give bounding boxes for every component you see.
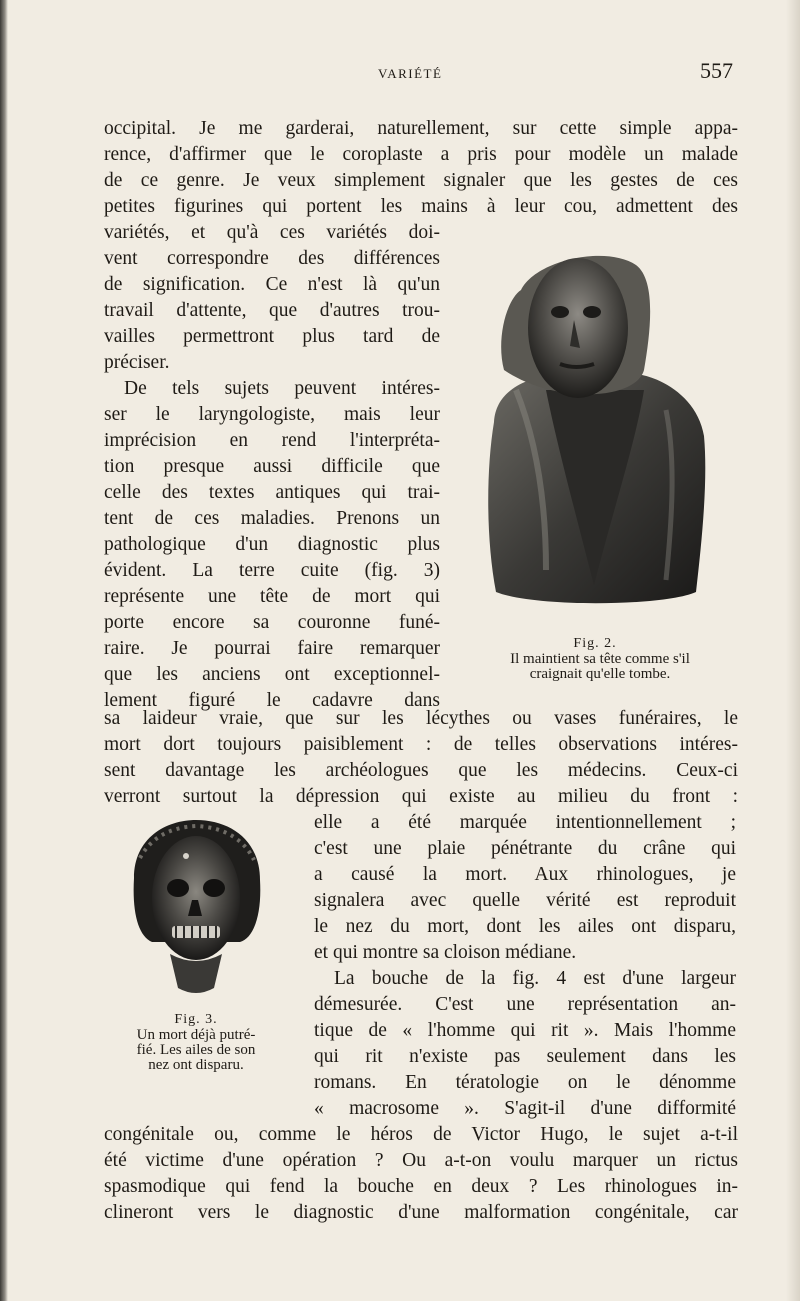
- text-line: sa laideur vraie, que sur les lécythes ou vases funéraires, le: [104, 708, 738, 729]
- page-number: 557: [700, 58, 733, 83]
- text-line: a causé la mort. Aux rhinologues, je: [314, 864, 736, 885]
- text-line: La bouche de la fig. 4 est d'une largeur: [334, 968, 736, 989]
- text-line: été victime d'une opération ? Ou a-t-on voulu marquer un rictus: [104, 1150, 738, 1171]
- text-line: elle a été marquée intentionnellement ;: [314, 812, 736, 833]
- text-line: spasmodique qui fend la bouche en deux ? Les rhinologues in-: [104, 1176, 738, 1197]
- text-line: tent de ces maladies. Prenons un: [104, 508, 440, 529]
- running-title: VARIÉTÉ: [378, 66, 443, 81]
- text-line: variétés, et qu'à ces variétés doi-: [104, 222, 440, 243]
- text-line: et qui montre sa cloison médiane.: [314, 942, 577, 963]
- text-line: clineront vers le diagnostic d'une malformation congénitale, car: [104, 1202, 738, 1223]
- figure-3-caption-line: Un mort déjà putré-: [136, 1027, 256, 1043]
- text-line: travail d'attente, que d'autres trou-: [104, 300, 440, 321]
- text-line: rence, d'affirmer que le coroplaste a pris pour modèle un malade: [104, 144, 738, 165]
- text-line: préciser.: [104, 352, 170, 373]
- text-line: verront surtout la dépression qui existe au milieu du front :: [104, 786, 738, 807]
- figure-3-caption-line: nez ont disparu.: [148, 1057, 244, 1073]
- text-line: démesurée. C'est une représentation an-: [314, 994, 736, 1015]
- text-line: De tels sujets peuvent intéres-: [124, 378, 440, 399]
- text-line: tique de « l'homme qui rit ». Mais l'homme: [314, 1020, 736, 1041]
- text-line: représente une tête de mort qui: [104, 586, 440, 607]
- text-line: raire. Je pourrai faire remarquer: [104, 638, 440, 659]
- text-line: tion presque aussi difficile que: [104, 456, 440, 477]
- text-line: petites figurines qui portent les mains à leur cou, admettent des: [104, 196, 738, 217]
- figure-2-caption-line: Il maintient sa tête comme s'il: [510, 651, 690, 667]
- text-line: occipital. Je me garderai, naturellement, sur cette simple appa-: [104, 118, 738, 139]
- text-line: porte encore sa couronne funé-: [104, 612, 440, 633]
- text-line: de ce genre. Je veux simplement signaler que les gestes de ces: [104, 170, 738, 191]
- text-line: le nez du mort, dont les ailes ont disparu,: [314, 916, 736, 937]
- figure-2-label: Fig. 2.: [573, 636, 617, 651]
- figure-3-skull-image: [126, 818, 266, 1000]
- text-line: qui rit n'existe pas seulement dans les: [314, 1046, 736, 1067]
- text-line: que les anciens ont exceptionnel-: [104, 664, 440, 685]
- text-line: romans. En tératologie on le dénomme: [314, 1072, 736, 1093]
- text-line: lement figuré le cadavre dans: [104, 690, 440, 711]
- text-line: c'est une plaie pénétrante du crâne qui: [314, 838, 736, 859]
- figure-3-caption-line: fié. Les ailes de son: [136, 1042, 256, 1058]
- text-line: congénitale ou, comme le héros de Victor Hugo, le sujet a-t-il: [104, 1124, 738, 1145]
- text-line: vailles permettront plus tard de: [104, 326, 440, 347]
- text-line: imprécision en rend l'interpréta-: [104, 430, 440, 451]
- text-line: pathologique d'un diagnostic plus: [104, 534, 440, 555]
- page-edge-shade: [786, 0, 800, 1301]
- page-binding-shadow: [0, 0, 8, 1301]
- text-line: évident. La terre cuite (fig. 3): [104, 560, 440, 581]
- text-line: celle des textes antiques qui trai-: [104, 482, 440, 503]
- text-line: « macrosome ». S'agit-il d'une difformité: [314, 1098, 736, 1119]
- figure-2-caption-line: craignait qu'elle tombe.: [529, 666, 671, 682]
- figure-2-terracotta-image: [476, 240, 712, 610]
- text-line: mort dort toujours paisiblement : de telles observations intéres-: [104, 734, 738, 755]
- text-line: sent davantage les archéologues que les médecins. Ceux-ci: [104, 760, 738, 781]
- text-line: vent correspondre des différences: [104, 248, 440, 269]
- figure-3-label: Fig. 3.: [174, 1012, 218, 1027]
- text-line: ser le laryngologiste, mais leur: [104, 404, 440, 425]
- text-line: de signification. Ce n'est là qu'un: [104, 274, 440, 295]
- text-line: signalera avec quelle vérité est reproduit: [314, 890, 736, 911]
